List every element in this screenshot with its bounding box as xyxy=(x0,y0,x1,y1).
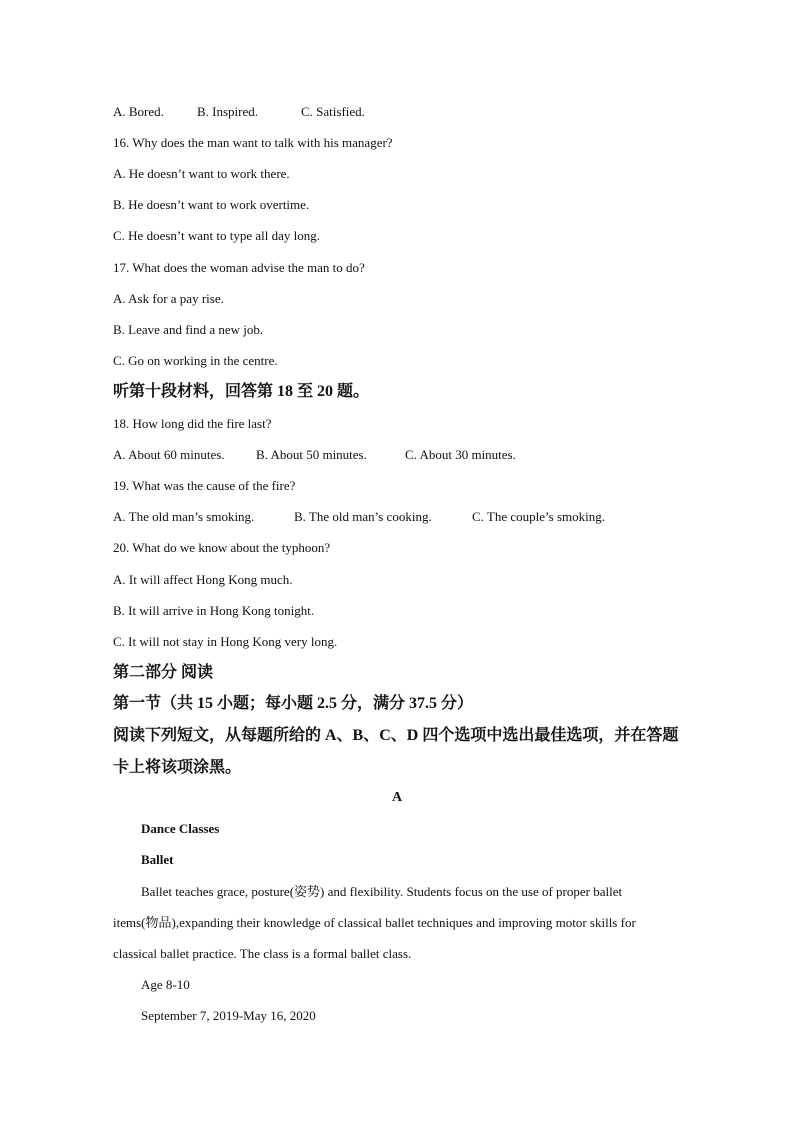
section10-instruction: 听第十段材料，回答第 18 至 20 题。 xyxy=(113,383,370,400)
q19-options xyxy=(113,509,605,525)
q18-option-a: A. About 60 minutes. xyxy=(113,447,225,462)
passage-dates: September 7, 2019-May 16, 2020 xyxy=(141,1008,316,1023)
q20-option-c: C. It will not stay in Hong Kong very long. xyxy=(113,634,338,649)
q16-option-b: B. He doesn’t want to work overtime. xyxy=(113,197,310,212)
q16-option-a: A. He doesn’t want to work there. xyxy=(113,166,290,181)
q20-option-a: A. It will affect Hong Kong much. xyxy=(113,572,293,587)
q19-option-b: B. The old man’s cooking. xyxy=(294,509,432,524)
passage-body-line3: classical ballet practice. The class is a formal ballet class. xyxy=(113,946,412,961)
q20-question: 20. What do we know about the typhoon? xyxy=(113,540,331,555)
q15-option-a: A. Bored. xyxy=(113,104,164,119)
passage-body-line1: Ballet teaches grace, posture(姿势) and flexibility. Students focus on the use of proper ballet xyxy=(141,884,623,899)
q17-option-a: A. Ask for a pay rise. xyxy=(113,291,224,306)
q15-option-c: C. Satisfied. xyxy=(301,104,365,119)
part2-instruction-line2: 卡上将该项涂黑。 xyxy=(113,759,242,776)
passage-age: Age 8-10 xyxy=(141,977,190,992)
passage-subheading: Ballet xyxy=(141,852,174,867)
q18-question: 18. How long did the fire last? xyxy=(113,416,272,431)
part2-instruction-line1: 阅读下列短文，从每题所给的 A、B、C、D 四个选项中选出最佳选项，并在答题 xyxy=(113,727,679,744)
part2-title: 第二部分 阅读 xyxy=(113,664,214,681)
q15-options xyxy=(113,104,365,120)
q19-option-a: A. The old man’s smoking. xyxy=(113,509,255,524)
q18-option-b: B. About 50 minutes. xyxy=(256,447,367,462)
q17-question: 17. What does the woman advise the man to do? xyxy=(113,260,365,275)
q19-question: 19. What was the cause of the fire? xyxy=(113,478,296,493)
part2-section1: 第一节（共 15 小题；每小题 2.5 分，满分 37.5 分） xyxy=(113,695,474,712)
q17-option-b: B. Leave and find a new job. xyxy=(113,322,264,337)
q18-options xyxy=(113,447,516,463)
q17-option-c: C. Go on working in the centre. xyxy=(113,353,278,368)
q15-option-b: B. Inspired. xyxy=(197,104,259,119)
passage-heading: Dance Classes xyxy=(141,821,220,836)
passage-body-line2: items(物品),expanding their knowledge of classical ballet techniques and improving motor skills for xyxy=(113,915,636,930)
q16-option-c: C. He doesn’t want to type all day long. xyxy=(113,228,321,243)
q19-option-c: C. The couple’s smoking. xyxy=(472,509,606,524)
q16-question: 16. Why does the man want to talk with his manager? xyxy=(113,135,393,150)
passage-label: A xyxy=(391,790,403,805)
q20-option-b: B. It will arrive in Hong Kong tonight. xyxy=(113,603,315,618)
q18-option-c: C. About 30 minutes. xyxy=(405,447,516,462)
